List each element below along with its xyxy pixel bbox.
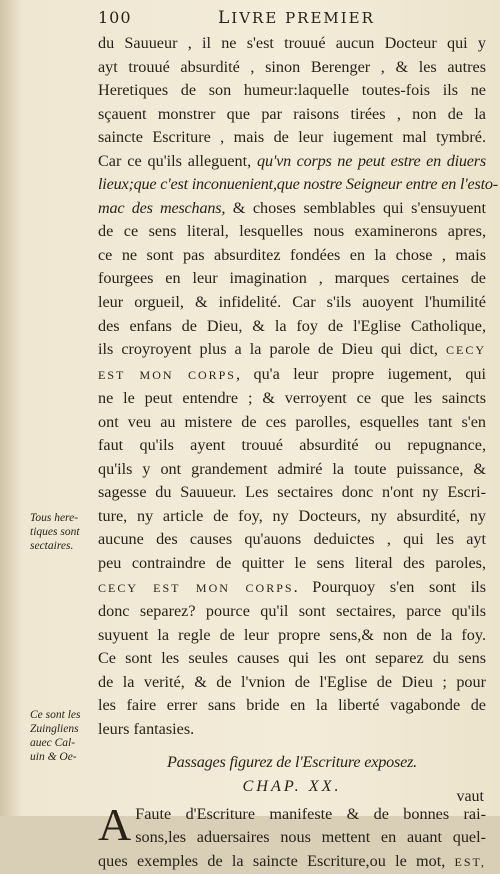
text-line: ture, ny article de foy, ny Docteurs, ny absurdité, ny — [98, 505, 486, 529]
text-line: leurs fantasies. — [98, 718, 486, 742]
body-text — [98, 32, 486, 874]
text-line: des enfans de Dieu, & la foy de l'Eglise Catholique, — [98, 315, 486, 339]
text-line: mac des meschans, & choses semblables qui s'ensuyuent — [98, 197, 486, 221]
text-line: les faire errer sans bride en la liberté vagabonde de — [98, 694, 486, 718]
page-header — [98, 8, 482, 28]
text-line: ayt trouué absurdité , sinon Berenger , & les autres — [98, 56, 486, 80]
text-line: sagesse du Sauueur. Les sectaires donc n'ont ny Escri- — [98, 481, 486, 505]
text-line: qu'ils y ont grandement admiré la toute puissance, & — [98, 458, 486, 482]
text-line: lieux;que c'est inconuenient,que nostre Seigneur entre en l'esto- — [98, 173, 486, 197]
drop-cap: A — [98, 805, 131, 845]
text-line: sçauent monstrer que par raisons tirées , non de la — [98, 103, 486, 127]
text-line: de ce sens literal, lesquelles nous examinerons apres, — [98, 220, 486, 244]
text-line: peu contraindre de quitter le sens literal des paroles, — [98, 552, 486, 576]
catchword: vaut — [456, 788, 484, 806]
text-line: ils croyroyent plus a la parole de Dieu qui dict, CECY — [98, 338, 486, 363]
text-line: Ce sont les seules causes qui les ont separez du sens — [98, 647, 486, 671]
text-line: Car ce qu'ils alleguent, qu'vn corps ne peut estre en diuers — [98, 150, 486, 174]
text-line: Heretiques de son humeur:laquelle toutes-fois ils ne — [98, 79, 486, 103]
chapter-heading: CHAP. XX. — [98, 775, 486, 799]
text-line: ce ne sont pas absurditez fondées en la chose , mais — [98, 244, 486, 268]
chapter-opening — [98, 803, 486, 874]
text-line: du Sauueur , il ne s'est trouué aucun Docteur qui y — [98, 32, 486, 56]
text-line: CECY EST MON CORPS. Pourquoy s'en sont ils — [98, 576, 486, 601]
text-line: de la verité, & de l'vnion de l'Eglise de Dieu ; pour — [98, 671, 486, 695]
text-line: leur orgueil, & infidelité. Car s'ils auoyent l'humilité — [98, 291, 486, 315]
text-line: ques exemples de la saincte Escriture,ou le mot, EST, — [98, 850, 486, 874]
running-head: LIVRE PREMIER — [218, 8, 375, 28]
section-title: Passages figurez de l'Escriture exposez. — [98, 751, 486, 775]
text-line: EST MON CORPS, qu'a leur propre iugement, qui — [98, 363, 486, 388]
text-line: donc separez? pource qu'il sont sectaires, parce qu'ils — [98, 600, 486, 624]
text-line: suyuent la regle de leur propre sens,& non de la foy. — [98, 624, 486, 648]
page-number: 100 — [98, 8, 132, 27]
text-line: fourgees en leur imagination , marques certaines de — [98, 267, 486, 291]
text-line: ont veu au mistere de ces parolles, esquelles tant s'en — [98, 411, 486, 435]
text-line: ne le peut entendre ; & verroyent ce que les saincts — [98, 387, 486, 411]
text-line: sons,les aduersaires nous mettent en auant quel- — [98, 826, 486, 850]
text-line: faut qu'ils ayent trouué absurdité ou repugnance, — [98, 434, 486, 458]
margin-note: Tous here- tiques sont sectaires. — [30, 511, 94, 553]
text-line: aucune des causes qu'auons deduictes , qui les ayt — [98, 528, 486, 552]
margin-note: Ce sont les Zuingliens auec Cal- uin & Oe- — [30, 708, 94, 764]
text-line: saincte Escriture , mais de leur iugement mal tymbré. — [98, 126, 486, 150]
text-line: Faute d'Escriture manifeste & de bonnes rai- — [98, 803, 486, 827]
